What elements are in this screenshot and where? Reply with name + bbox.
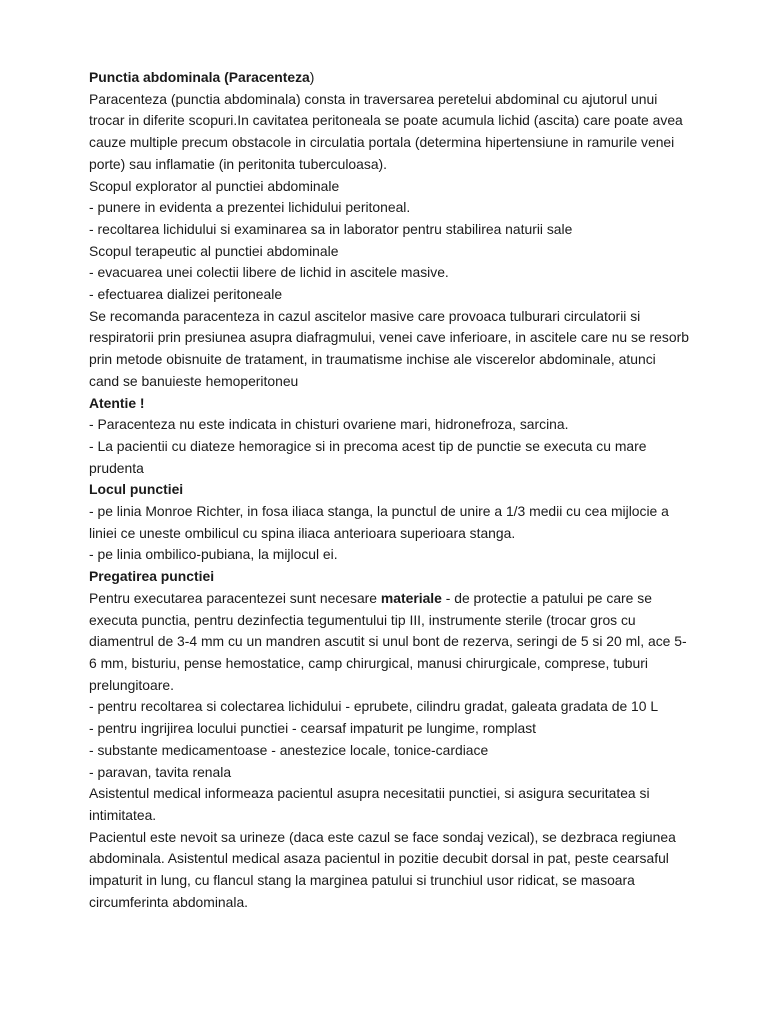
explorator-heading: Scopul explorator al punctiei abdominale (89, 177, 340, 194)
terapeutic-item: - evacuarea unei colectii libere de lichid in ascitele masive. (89, 264, 449, 281)
document-page (89, 67, 689, 913)
document-title-bold: Punctia abdominala (Paracenteza (89, 69, 310, 85)
materiale-bold: materiale (380, 589, 442, 606)
materiale-paragraph (89, 588, 689, 697)
pregatirea-item: - pentru ingrijirea locului punctiei - cearsaf impaturit pe lungime, romplast (89, 720, 537, 737)
locul-heading: Locul punctiei (89, 481, 184, 498)
pacient-paragraph: Pacientul este nevoit sa urineze (daca este cazul se face sondaj vezical), se dezbraca regiunea abdominala. Asistentul medical asaza pacientul in pozitie decubit dorsal in pat, peste cearsaful impaturit in lung, cu flancul stang la marginea patului si trunchiul usor ridicat, se masoara circumferinta abdominala. (89, 828, 676, 910)
materiale-before: Pentru executarea paracentezei sunt necesare (89, 589, 381, 606)
document-title-close: ) (309, 69, 315, 85)
materiale-after: - de protectie a patului pe care se executa punctia, pentru dezinfectia tegumentului tip III, instrumente sterile (trocar gros cu diamentrul de 3-4 mm cu un mandren ascutit si unul bont de rezerva, seringi de 5 si 20 ml, ace 5-6 mm, bisturiu, pense hemostatice, camp chirurgical, manusi chirurgicale, comprese, tuburi prelungitoare. (89, 589, 687, 693)
intro-paragraph: Paracenteza (punctia abdominala) consta in traversarea peretelui abdominal cu ajutorul unui trocar in diferite scopuri.In cavitatea peritoneala se poate acumula lichid (ascita) care poate avea cauze multiple precum obstacole in circulatia portala (determina hipertensiune in ramurile venei porte) sau inflamatie (in peritonita tuberculoasa). (89, 90, 683, 172)
locul-item: - pe linia Monroe Richter, in fosa iliaca stanga, la punctul de unire a 1/3 medii cu cea mijlocie a liniei ce uneste ombilicul cu spina iliaca anterioara superioara stanga. (89, 503, 669, 541)
pregatirea-item: - pentru recoltarea si colectarea lichidului - eprubete, cilindru gradat, galeata gradata de 10 L (89, 698, 659, 715)
pregatirea-item: - substante medicamentoase - anestezice locale, tonice-cardiace (89, 741, 489, 758)
pregatirea-item: - paravan, tavita renala (89, 763, 232, 780)
atentie-item: - Paracenteza nu este indicata in chisturi ovariene mari, hidronefroza, sarcina. (89, 416, 569, 433)
explorator-item: - recoltarea lichidului si examinarea sa in laborator pentru stabilirea naturii sale (89, 220, 573, 237)
terapeutic-heading: Scopul terapeutic al punctiei abdominale (89, 242, 339, 259)
atentie-item: - La pacientii cu diateze hemoragice si in precoma acest tip de punctie se executa cu mare prudenta (89, 437, 647, 476)
atentie-heading: Atentie ! (89, 394, 145, 411)
terapeutic-item: - efectuarea dializei peritoneale (89, 286, 283, 303)
explorator-item: - punere in evidenta a prezentei lichidului peritoneal. (89, 199, 411, 216)
document-title (89, 67, 689, 89)
asistent-paragraph: Asistentul medical informeaza pacientul asupra necesitatii punctiei, si asigura securitatea si intimitatea. (89, 785, 650, 823)
pregatirea-heading: Pregatirea punctiei (89, 568, 215, 585)
locul-item: - pe linia ombilico-pubiana, la mijlocul ei. (89, 546, 338, 563)
recomandare-paragraph: Se recomanda paracenteza in cazul ascitelor masive care provoaca tulburari circulatorii si respiratorii prin presiunea asupra diafragmului, venei cave inferioare, in ascitele care nu se resorb prin metode obisnuite de tratament, in traumatisme inchise ale viscerelor abdominale, atunci cand se banuieste hemoperitoneu (89, 307, 689, 389)
